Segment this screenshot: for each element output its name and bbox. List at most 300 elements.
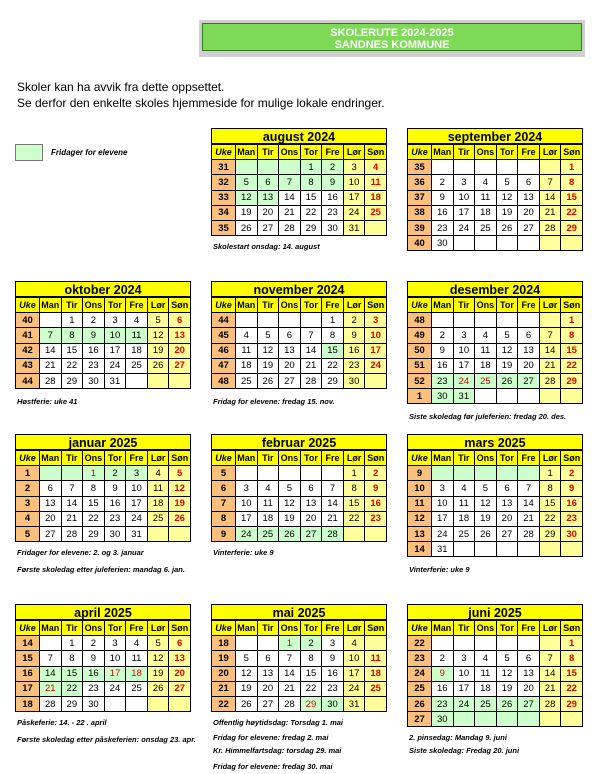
week-row [212, 666, 387, 681]
day-cell: 7 [518, 481, 540, 496]
day-cell [539, 636, 561, 651]
weekday-header: Tor [300, 298, 322, 313]
calendar-table [211, 450, 387, 542]
week-number: 2 [16, 481, 40, 496]
day-cell: 12 [279, 496, 301, 511]
day-cell: 24 [432, 526, 454, 541]
day-cell: 6 [169, 313, 191, 328]
week-number: 21 [212, 681, 236, 696]
day-cell: 27 [300, 526, 322, 541]
week-row [212, 526, 387, 541]
note-august: Skolestart onsdag: 14. august [213, 242, 320, 251]
day-cell: 8 [300, 651, 322, 666]
weekday-header: Tor [104, 621, 126, 636]
legend-label: Fridager for elevene [51, 148, 128, 157]
day-cell: 17 [126, 496, 148, 511]
day-cell: 30 [432, 389, 454, 404]
day-cell: 25 [475, 220, 497, 235]
day-cell: 22 [561, 205, 583, 220]
day-cell [496, 313, 518, 328]
weekday-header: Tir [257, 621, 279, 636]
day-cell: 10 [236, 496, 258, 511]
day-cell: 8 [61, 328, 83, 343]
day-cell: 3 [453, 328, 475, 343]
day-cell: 23 [432, 220, 454, 235]
day-cell: 19 [496, 681, 518, 696]
day-cell: 19 [475, 511, 497, 526]
day-cell [257, 313, 279, 328]
day-cell: 18 [475, 681, 497, 696]
day-cell: 9 [104, 481, 126, 496]
week-row [212, 466, 387, 481]
day-cell [40, 313, 62, 328]
weekday-header: Lør [539, 145, 561, 160]
weekday-header: Fre [518, 298, 540, 313]
week-row [16, 681, 191, 696]
weekday-header-row [212, 145, 387, 160]
day-cell: 26 [147, 681, 169, 696]
day-cell: 18 [365, 666, 387, 681]
day-cell: 26 [147, 358, 169, 373]
day-cell [475, 636, 497, 651]
day-cell: 7 [539, 651, 561, 666]
day-cell [453, 542, 475, 557]
day-cell: 13 [40, 496, 62, 511]
week-number: 10 [408, 481, 432, 496]
weekday-header: Uke [212, 145, 236, 160]
month-title: januar 2025 [15, 434, 191, 450]
day-cell: 26 [496, 373, 518, 388]
day-cell: 20 [257, 681, 279, 696]
day-cell: 18 [236, 358, 258, 373]
day-cell: 1 [561, 160, 583, 175]
day-cell: 11 [453, 496, 475, 511]
day-cell [300, 313, 322, 328]
day-cell: 24 [126, 511, 148, 526]
weekday-header: Lør [147, 621, 169, 636]
day-cell: 18 [453, 511, 475, 526]
day-cell: 30 [432, 236, 454, 251]
day-cell [475, 313, 497, 328]
day-cell: 8 [561, 175, 583, 190]
day-cell: 1 [561, 313, 583, 328]
day-cell: 19 [147, 666, 169, 681]
day-cell: 29 [300, 696, 322, 711]
day-cell: 24 [236, 526, 258, 541]
day-cell: 27 [169, 358, 191, 373]
week-number: 50 [408, 343, 432, 358]
week-number: 19 [212, 651, 236, 666]
weekday-header: Man [432, 145, 454, 160]
day-cell [453, 313, 475, 328]
day-cell: 7 [40, 328, 62, 343]
day-cell: 26 [236, 696, 258, 711]
day-cell: 21 [322, 511, 344, 526]
day-cell [126, 696, 148, 711]
day-cell: 14 [279, 666, 301, 681]
day-cell: 19 [236, 205, 258, 220]
day-cell: 28 [539, 373, 561, 388]
day-cell: 11 [475, 343, 497, 358]
week-number: 47 [212, 358, 236, 373]
note-oktober: Høstferie: uke 41 [17, 397, 78, 406]
weekday-header: Uke [408, 298, 432, 313]
day-cell: 7 [539, 175, 561, 190]
day-cell: 7 [279, 651, 301, 666]
weekday-header: Lør [539, 298, 561, 313]
weekday-header: Tor [300, 621, 322, 636]
week-number: 37 [408, 190, 432, 205]
day-cell: 21 [279, 205, 301, 220]
weekday-header: Søn [365, 145, 387, 160]
day-cell: 11 [475, 190, 497, 205]
day-cell: 9 [343, 328, 365, 343]
day-cell: 17 [365, 343, 387, 358]
day-cell: 9 [561, 481, 583, 496]
day-cell: 6 [496, 481, 518, 496]
week-row [212, 481, 387, 496]
week-number: 32 [212, 175, 236, 190]
weekday-header: Søn [169, 451, 191, 466]
note-januar-1: Fridager for elevene: 2. og 3. januar [17, 548, 144, 557]
day-cell: 2 [104, 466, 126, 481]
weekday-header: Ons [475, 145, 497, 160]
day-cell [126, 373, 148, 388]
month-title: mai 2025 [211, 604, 387, 620]
day-cell: 22 [561, 681, 583, 696]
weekday-header: Man [432, 451, 454, 466]
day-cell: 24 [453, 373, 475, 388]
legend-swatch [15, 144, 43, 161]
day-cell: 30 [322, 696, 344, 711]
weekday-header: Lør [539, 451, 561, 466]
week-row [16, 358, 191, 373]
day-cell [475, 389, 497, 404]
week-row [212, 373, 387, 388]
day-cell [104, 696, 126, 711]
week-row [212, 636, 387, 651]
day-cell: 30 [104, 526, 126, 541]
day-cell: 3 [236, 481, 258, 496]
day-cell: 13 [169, 651, 191, 666]
day-cell: 16 [365, 496, 387, 511]
week-row [212, 220, 387, 235]
month-calendar [15, 281, 191, 389]
day-cell: 29 [561, 220, 583, 235]
day-cell [432, 160, 454, 175]
day-cell: 28 [539, 220, 561, 235]
day-cell: 24 [365, 358, 387, 373]
day-cell: 31 [432, 542, 454, 557]
day-cell [561, 712, 583, 727]
day-cell [365, 373, 387, 388]
day-cell: 6 [518, 651, 540, 666]
week-row [408, 526, 583, 541]
week-row [408, 190, 583, 205]
weekday-header: Man [432, 298, 454, 313]
day-cell: 31 [453, 389, 475, 404]
day-cell: 20 [518, 358, 540, 373]
day-cell: 23 [83, 681, 105, 696]
day-cell: 19 [496, 205, 518, 220]
day-cell [365, 636, 387, 651]
day-cell: 22 [322, 358, 344, 373]
day-cell: 4 [365, 160, 387, 175]
day-cell: 4 [257, 481, 279, 496]
day-cell: 10 [126, 481, 148, 496]
note-november: Fridag for elevene: fredag 15. nov. [213, 397, 335, 406]
day-cell: 21 [518, 511, 540, 526]
day-cell [561, 542, 583, 557]
weekday-header: Ons [475, 298, 497, 313]
day-cell: 27 [518, 373, 540, 388]
day-cell: 17 [104, 666, 126, 681]
day-cell: 9 [322, 175, 344, 190]
day-cell: 16 [432, 358, 454, 373]
week-number: 39 [408, 220, 432, 235]
month-title: november 2024 [211, 281, 387, 297]
weekday-header: Ons [279, 298, 301, 313]
day-cell: 10 [453, 343, 475, 358]
week-number: 35 [408, 160, 432, 175]
week-number: 40 [408, 236, 432, 251]
day-cell: 6 [257, 651, 279, 666]
week-number: 18 [16, 696, 40, 711]
day-cell: 12 [475, 496, 497, 511]
day-cell: 28 [61, 526, 83, 541]
day-cell: 13 [518, 190, 540, 205]
weekday-header: Lør [343, 451, 365, 466]
day-cell: 1 [322, 313, 344, 328]
weekday-header: Søn [365, 451, 387, 466]
title-banner [199, 20, 585, 57]
day-cell: 27 [40, 526, 62, 541]
day-cell: 12 [169, 481, 191, 496]
weekday-header: Ons [83, 298, 105, 313]
day-cell: 14 [539, 666, 561, 681]
week-row [408, 220, 583, 235]
day-cell [518, 236, 540, 251]
week-row [408, 389, 583, 404]
week-row [212, 496, 387, 511]
note-mai-3: Kr. Himmelfartsdag: torsdag 29. mai [213, 746, 342, 755]
title-line-1: SKOLERUTE 2024-2025 [330, 27, 454, 39]
day-cell: 23 [432, 696, 454, 711]
day-cell: 12 [496, 666, 518, 681]
day-cell: 14 [40, 343, 62, 358]
weekday-header: Lør [539, 621, 561, 636]
day-cell [518, 160, 540, 175]
weekday-header: Lør [343, 621, 365, 636]
day-cell: 24 [343, 205, 365, 220]
day-cell: 4 [236, 328, 258, 343]
note-mars: Vinterferie: uke 9 [409, 565, 470, 574]
day-cell: 1 [83, 466, 105, 481]
week-row [408, 236, 583, 251]
day-cell: 28 [40, 373, 62, 388]
day-cell: 22 [83, 511, 105, 526]
day-cell: 26 [236, 220, 258, 235]
day-cell: 23 [432, 373, 454, 388]
day-cell: 26 [496, 220, 518, 235]
week-row [408, 373, 583, 388]
week-row [16, 511, 191, 526]
week-row [16, 496, 191, 511]
day-cell: 2 [432, 175, 454, 190]
day-cell: 27 [279, 373, 301, 388]
week-row [16, 373, 191, 388]
day-cell [496, 236, 518, 251]
week-number: 8 [212, 511, 236, 526]
day-cell [496, 160, 518, 175]
day-cell: 15 [561, 343, 583, 358]
week-number: 33 [212, 190, 236, 205]
intro-text [17, 79, 385, 111]
day-cell: 22 [61, 681, 83, 696]
weekday-header: Fre [126, 298, 148, 313]
day-cell [61, 466, 83, 481]
calendar-table [211, 620, 387, 712]
weekday-header: Ons [279, 621, 301, 636]
day-cell: 4 [126, 636, 148, 651]
day-cell: 31 [104, 373, 126, 388]
weekday-header: Fre [322, 145, 344, 160]
weekday-header: Fre [518, 451, 540, 466]
day-cell: 16 [104, 496, 126, 511]
weekday-header: Ons [475, 451, 497, 466]
day-cell: 14 [279, 190, 301, 205]
weekday-header: Fre [126, 451, 148, 466]
day-cell: 3 [343, 160, 365, 175]
weekday-header: Tir [61, 621, 83, 636]
month-calendar [211, 434, 387, 542]
day-cell: 16 [83, 666, 105, 681]
month-title: oktober 2024 [15, 281, 191, 297]
week-number: 43 [16, 358, 40, 373]
day-cell: 6 [257, 175, 279, 190]
week-row [408, 666, 583, 681]
day-cell: 8 [561, 651, 583, 666]
weekday-header: Fre [322, 298, 344, 313]
day-cell: 21 [279, 681, 301, 696]
day-cell: 16 [432, 681, 454, 696]
calendar-table [15, 620, 191, 712]
day-cell: 2 [83, 636, 105, 651]
week-number: 5 [212, 466, 236, 481]
day-cell: 3 [322, 636, 344, 651]
week-number: 5 [16, 526, 40, 541]
day-cell: 30 [561, 526, 583, 541]
day-cell: 1 [61, 636, 83, 651]
day-cell: 15 [343, 496, 365, 511]
week-row [16, 666, 191, 681]
day-cell: 29 [561, 373, 583, 388]
note-april-1: Påskeferie: 14. - 22 . april [17, 718, 107, 727]
day-cell: 14 [300, 343, 322, 358]
weekday-header: Lør [343, 298, 365, 313]
note-mai-1: Offentlig høytidsdag: Torsdag 1. mai [213, 718, 344, 727]
week-number: 44 [212, 313, 236, 328]
title-line-2: SANDNES KOMMUNE [334, 39, 450, 51]
day-cell: 25 [147, 511, 169, 526]
day-cell: 1 [343, 466, 365, 481]
day-cell [169, 526, 191, 541]
day-cell: 24 [453, 696, 475, 711]
day-cell: 21 [300, 358, 322, 373]
day-cell: 15 [61, 343, 83, 358]
day-cell [432, 466, 454, 481]
day-cell: 7 [322, 481, 344, 496]
day-cell: 7 [279, 175, 301, 190]
week-number: 42 [16, 343, 40, 358]
day-cell: 4 [453, 481, 475, 496]
day-cell: 22 [300, 205, 322, 220]
week-number: 36 [408, 175, 432, 190]
day-cell: 30 [322, 220, 344, 235]
week-number: 9 [408, 466, 432, 481]
week-number: 1 [408, 389, 432, 404]
month-title: april 2025 [15, 604, 191, 620]
week-row [408, 511, 583, 526]
day-cell: 22 [300, 681, 322, 696]
day-cell: 13 [496, 496, 518, 511]
day-cell: 8 [83, 481, 105, 496]
intro-line-1: Skoler kan ha avvik fra dette oppsettet. [17, 80, 225, 94]
weekday-header: Tir [453, 145, 475, 160]
day-cell: 1 [561, 636, 583, 651]
weekday-header: Tor [300, 451, 322, 466]
note-mai-4: Fridag for elevene: fredag 30. mai [213, 762, 333, 771]
day-cell: 10 [365, 328, 387, 343]
month-title: juni 2025 [407, 604, 583, 620]
weekday-header: Søn [561, 298, 583, 313]
day-cell [496, 712, 518, 727]
week-number: 45 [212, 328, 236, 343]
weekday-header: Uke [212, 451, 236, 466]
day-cell [279, 313, 301, 328]
week-number: 7 [212, 496, 236, 511]
week-number: 24 [408, 666, 432, 681]
day-cell [432, 636, 454, 651]
day-cell: 18 [126, 666, 148, 681]
day-cell: 13 [257, 666, 279, 681]
month-calendar [15, 604, 191, 712]
week-row [212, 651, 387, 666]
day-cell: 21 [539, 205, 561, 220]
day-cell: 6 [518, 175, 540, 190]
day-cell: 17 [343, 666, 365, 681]
day-cell: 5 [496, 328, 518, 343]
week-row [16, 651, 191, 666]
weekday-header: Tor [104, 451, 126, 466]
day-cell: 17 [104, 343, 126, 358]
day-cell: 18 [365, 190, 387, 205]
day-cell: 9 [432, 190, 454, 205]
day-cell: 5 [496, 651, 518, 666]
weekday-header: Tir [453, 451, 475, 466]
day-cell [322, 466, 344, 481]
weekday-header: Tor [496, 621, 518, 636]
day-cell: 28 [279, 696, 301, 711]
day-cell: 3 [365, 313, 387, 328]
day-cell: 21 [40, 681, 62, 696]
week-number: 26 [408, 696, 432, 711]
week-number: 51 [408, 358, 432, 373]
calendar-table [407, 450, 583, 557]
day-cell: 25 [475, 696, 497, 711]
day-cell: 5 [475, 481, 497, 496]
week-row [408, 160, 583, 175]
